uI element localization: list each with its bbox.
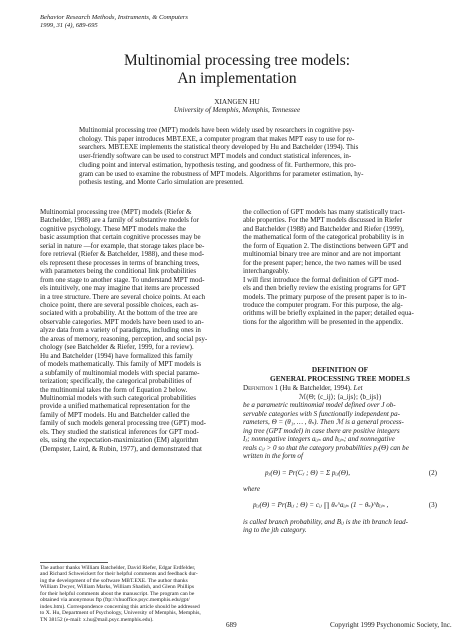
definition-line: ing to the jth category. [243,526,307,535]
body-line: els intuitively, one may imagine that items are processed [40,284,200,293]
abstract-line: searchers. MBT.EXE implements the statistical theory developed by Hu and Batchelder (1994). This [79,143,359,152]
body-line: family of such models general processing tree (GPT) mod- [40,419,206,428]
section-heading [243,366,437,383]
body-line: of models mathematically. This family of MPT models is [40,360,202,369]
body-line: the mathematical form of the categorical probability is in [243,233,404,242]
journal-volume: 1999, 31 (4), 689-695 [40,22,98,30]
body-line: Hu and Batchelder (1994) have formalized this family [40,351,193,360]
equation-2 [243,469,437,477]
body-line: in a tree structure. There are several choice points. At each [40,292,206,301]
equation-2-number: (2) [428,468,437,477]
footnote-line: ing the development of the software MBT.EXE. The author thanks [40,577,188,584]
body-line: able properties. For the MPT models discussed in Riefer [243,216,402,225]
equation-2-body: pⱼ(Θ) = Pr(Cⱼ ; Θ) = Σ pᵢⱼ(Θ), [265,468,350,477]
body-line: the collection of GPT models has many statistically tract- [243,208,405,216]
footnote-line: and Richard Schweickert for their helpful comments and feedback dur- [40,571,198,578]
author-name: XIANGEN HU [214,97,260,106]
body-line: I will first introduce the formal definition of GPT mod- [243,275,399,284]
body-line: terization; specifically, the categorical probabilities of [40,377,192,386]
journal-header [40,14,340,30]
footnote-line: William Dwyer, William Marks, William Shadish, and Glenn Phillips [40,584,195,591]
body-line: models. The primary purpose of the present paper is to in- [243,292,407,301]
abstract-line: Multinomial processing tree (MPT) models have been widely used by researchers in cognitive psy- [79,126,355,134]
footnote-line: The author thanks William Batchelder, David Riefer, Edgar Erdfelder, [40,565,196,571]
abstract-line: pothesis testing, and Monte Carlo simulation are presented. [79,178,244,187]
copyright-notice: Copyright 1999 Psychonomic Society, Inc. [330,621,452,629]
page-number: 689 [226,621,237,629]
where-label: where [243,485,260,494]
right-column [243,208,437,326]
footnote-rule [40,562,108,563]
abstract-line: gram can be used to examine the robustness of MPT models. Algorithms for parameter estimation, hy- [79,169,364,178]
title-line-1: Multinomial processing tree models: [123,52,351,69]
footnote-line: for their helpful comments about the manuscript. The program can be [40,590,195,597]
author-note [40,565,236,623]
footnote-line: TN 38152 (e-mail: x.hu@mail.psyc.memphis.edu). [40,616,154,623]
body-line: sociated with a probability. At the bottom of the tree are [40,309,198,318]
definition-let: Let [353,384,363,392]
body-line: fore retrieval (Riefer & Batchelder, 1988), and these mod- [40,250,205,259]
footnote-line: index.htm). Correspondence concerning this article should be addressed [40,603,200,610]
section-heading-line-1: DEFINITION OF [311,365,369,374]
definition-line: be a parametric multinomial model defined over J ob- [243,401,396,410]
journal-name: Behavior Research Methods, Instruments, & Computers [40,14,188,21]
definition-line: ing tree (GPT model) in case there are positive integers [243,426,400,435]
body-line: interchangeably. [243,267,290,276]
body-line: observable categories. MPT models have been used to an- [40,317,204,326]
equation-3 [243,501,437,509]
body-line: the areas of memory, reasoning, perception, and social psy- [40,334,208,343]
body-line: from one stage to another stage. To understand MPT mod- [40,275,205,284]
body-line: the form of Equation 2. The distinctions between GPT and [243,241,408,250]
body-line: with parameters being the conditional link probabilities [40,267,197,276]
definition-line: reals cᵢⱼ > 0 so that the category probabilities pⱼ(Θ) can be [243,443,409,452]
body-line: (Dempster, Laird, & Rubin, 1977), and demonstrated that [40,444,202,453]
body-line: choice point, there are several possible choices, each as- [40,300,199,309]
body-line: cognitive psychology. These MPT models make the [40,224,186,233]
title-line-2: An implementation [177,69,297,87]
body-line: troduce the computer program. For this purpose, the alg- [243,300,403,309]
body-line: alyze data from a variety of paradigms, including ones in [40,326,201,335]
abstract-line: cluding point and interval estimation, hypothesis testing, and goodness of fit. Furthermore, this pro- [79,160,356,169]
body-line: for the present paper; hence, the two names will be used [243,258,402,267]
definition-citation: (Hu & Batchelder, 1994). [278,384,354,392]
definition-line: Iⱼ; nonnegative integers aᵢⱼₛ and bᵢⱼₛ; and nonnegative [243,435,395,444]
body-line: provide a unified mathematical representation for the [40,402,190,411]
abstract [79,126,401,187]
body-line: chology (see Batchelder & Riefer, 1999, for a review). [40,343,194,352]
equation-3-body: pᵢⱼ(Θ) = Pr(Bᵢⱼ ; Θ) = cᵢⱼ ∏ θₛ^aᵢⱼₛ (1 − θₛ)^bᵢⱼₛ , [253,500,389,509]
body-line: multinomial binary tree are minor and are not important [243,250,401,259]
body-line: serial in nature —for example, that storage takes place be- [40,241,205,250]
definition-body [243,393,437,535]
definition-line: written in the form of [243,452,303,461]
abstract-line: user-friendly software can be used to construct MPT models and conduct statistical inferences, in- [79,152,352,161]
body-line: els and then briefly review the existing programs for GPT [243,284,407,293]
footnote-line: to X. Hu, Department of Psychology, University of Memphis, Memphis, [40,610,201,617]
body-line: els, using the expectation-maximization (EM) algorithm [40,436,199,445]
body-line: Multinomial processing tree (MPT) models (Riefer & [40,208,192,216]
body-line: basic assumption that certain cognitive processes may be [40,233,201,242]
body-line: Multinomial models with such categorical probabilities [40,393,196,402]
definition-heading [243,384,437,392]
definition-line: is called branch probability, and Bᵢⱼ is the ith branch lead- [243,517,408,526]
model-formula: ℳ(Θ; ⟨c_ij⟩; ⟨a_ijs⟩; ⟨b_ijs⟩) [298,393,382,401]
body-line: Batchelder, 1988) are a family of substantive models for [40,216,199,225]
body-line: els. They studied the statistical inferences for GPT mod- [40,427,199,436]
body-line: tions for the algorithm will be presented in the appendix. [243,317,404,326]
paper-title [0,52,474,87]
abstract-line: chology. This paper introduces MBT.EXE, a computer program that makes MPT easy to use for re- [79,134,355,143]
body-line: family of MPT models. Hu and Batchelder called the [40,410,190,419]
body-line: a subfamily of multinomial models with special parame- [40,368,200,377]
body-line: orithms will be briefly explained in the paper; detailed equa- [243,309,414,318]
footnote-line: obtained via anonymous ftp (ftp://xhuoffice.psyc.memphis.edu/gpt/ [40,597,190,604]
left-column [40,208,232,453]
body-line: the multinomial takes the form of Equation 2 below. [40,385,188,394]
definition-label: Definition 1 [243,384,279,392]
body-line: els represent these processes in terms of branching trees, [40,258,200,267]
definition-line: servable categories with S functionally independent pa- [243,409,400,418]
author-affiliation: University of Memphis, Memphis, Tennessee [173,106,301,114]
definition-line: rameters, Θ = (θ₁, … , θₛ). Then ℳ is a general process- [243,418,404,427]
equation-3-number: (3) [428,500,437,509]
section-heading-line-2: GENERAL PROCESSING TREE MODELS [270,373,410,383]
body-line: and Batchelder (1988) and Batchelder and Riefer (1999), [243,224,404,233]
